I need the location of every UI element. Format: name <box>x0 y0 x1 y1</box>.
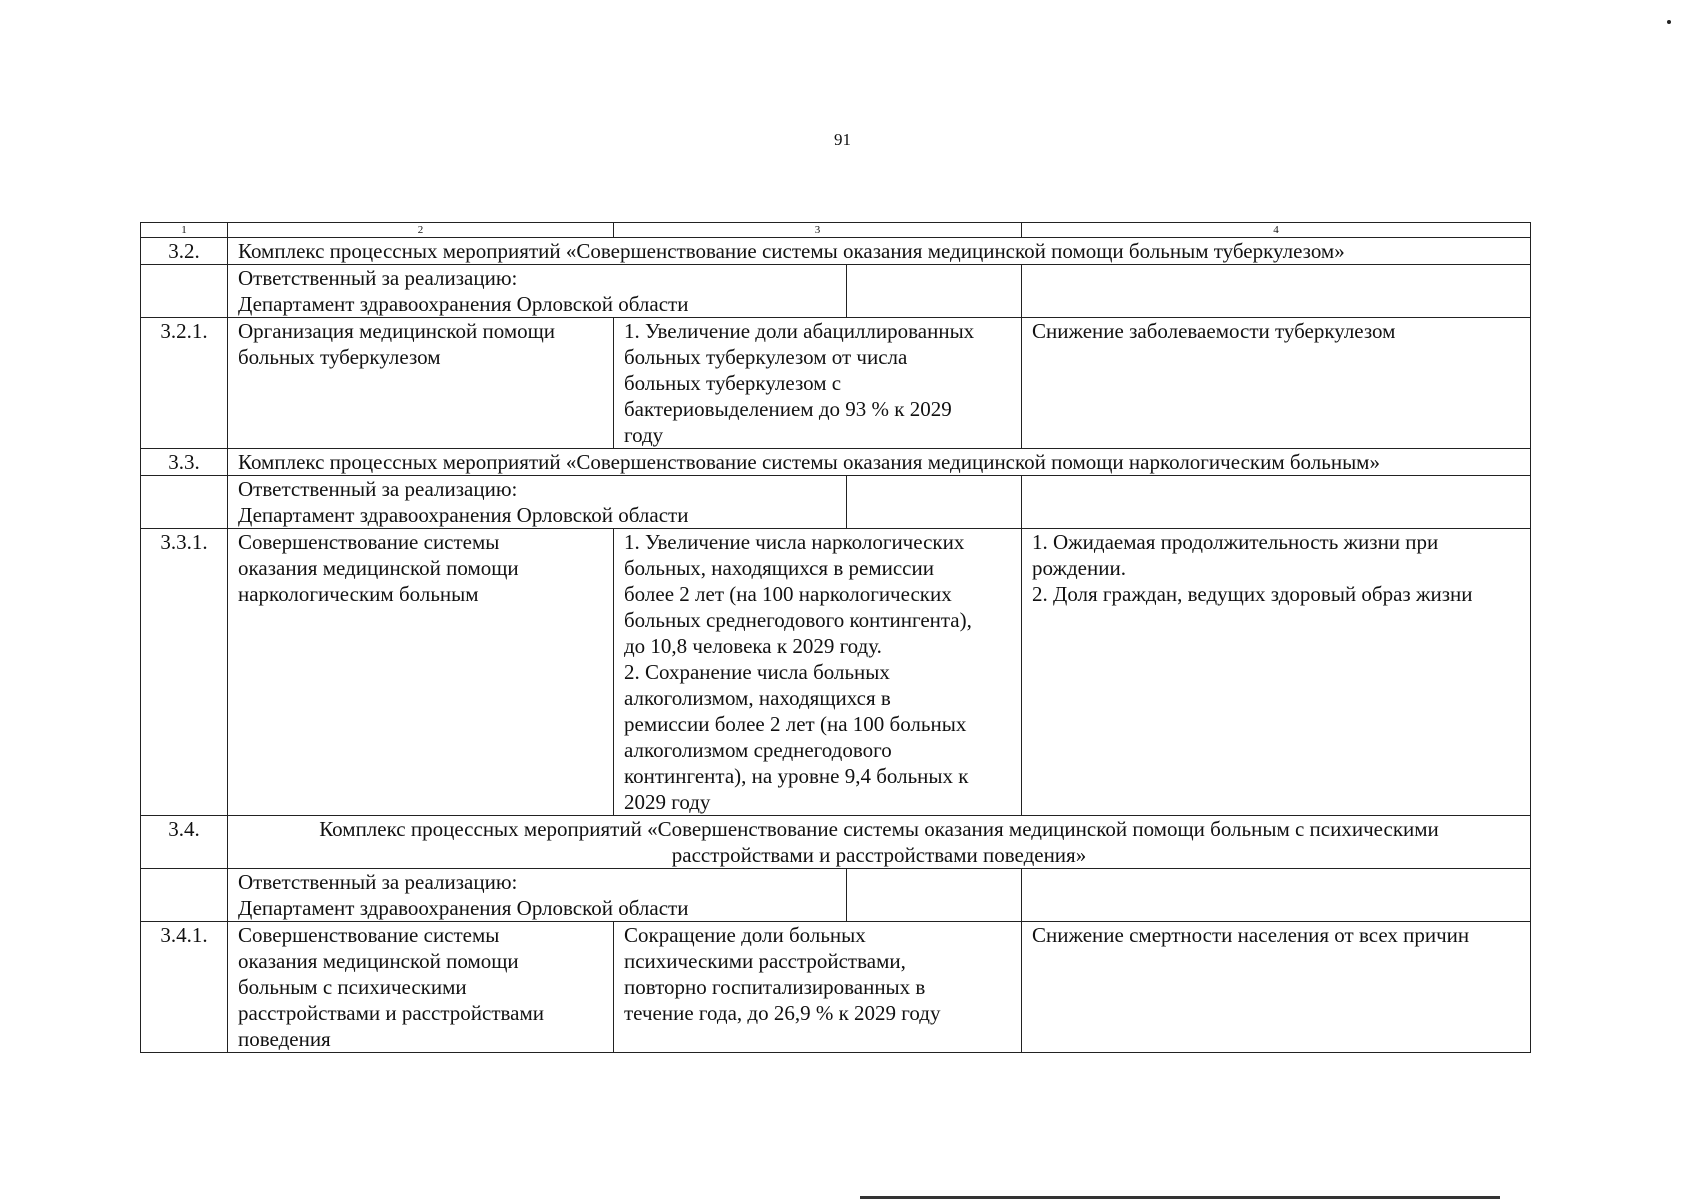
responsible-label: Ответственный за реализацию: <box>238 477 518 501</box>
column-header: 1 <box>141 223 228 238</box>
item-indicator <box>1022 922 1531 1053</box>
result-line: алкоголизмом, находящихся в <box>624 686 891 710</box>
indicator-line: 2. Доля граждан, ведущих здоровый образ жизни <box>1032 582 1473 606</box>
task-line: Совершенствование системы <box>238 530 500 554</box>
indicator-line: Снижение заболеваемости туберкулезом <box>1032 319 1396 343</box>
empty-cell <box>141 869 228 922</box>
responsible-value: Департамент здравоохранения Орловской области <box>238 503 689 527</box>
result-line: 2029 году <box>624 790 711 814</box>
result-line: году <box>624 423 664 447</box>
result-line: Сокращение доли больных <box>624 923 866 947</box>
section-number: 3.2. <box>141 238 228 265</box>
item-result <box>614 922 1022 1053</box>
responsible-value: Департамент здравоохранения Орловской области <box>238 292 689 316</box>
task-line: Организация медицинской помощи <box>238 319 556 343</box>
page-number: 91 <box>834 130 851 149</box>
section-title: Комплекс процессных мероприятий «Совершенствование системы оказания медицинской помощи больным туберкулезом» <box>228 238 1531 265</box>
task-line: наркологическим больным <box>238 582 479 606</box>
result-line: бактериовыделением до 93 % к 2029 <box>624 397 952 421</box>
indicator-line: Снижение смертности населения от всех причин <box>1032 923 1470 947</box>
result-line: более 2 лет (на 100 наркологических <box>624 582 952 606</box>
empty-cell <box>1022 265 1531 318</box>
responsible-row <box>141 869 1531 922</box>
empty-cell <box>141 476 228 529</box>
result-line: больных туберкулезом с <box>624 371 842 395</box>
result-line: психическими расстройствами, <box>624 949 906 973</box>
task-line: расстройствами и расстройствами <box>238 1001 544 1025</box>
responsible-value: Департамент здравоохранения Орловской области <box>238 896 689 920</box>
result-line: алкоголизмом среднегодового <box>624 738 892 762</box>
section-row <box>141 238 1531 265</box>
measures-table <box>140 222 1531 1053</box>
responsible-label: Ответственный за реализацию: <box>238 266 518 290</box>
result-line: 1. Увеличение доли абациллированных <box>624 319 975 343</box>
task-line: больным с психическими <box>238 975 467 999</box>
section-title <box>228 816 1531 869</box>
item-indicator <box>1022 318 1531 449</box>
responsible-cell <box>228 476 1022 529</box>
responsible-row <box>141 265 1531 318</box>
item-result <box>614 529 1022 816</box>
scan-edge-line <box>860 1196 1500 1199</box>
task-line: поведения <box>238 1027 331 1051</box>
task-line: больных туберкулезом <box>238 345 441 369</box>
item-indicator <box>1022 529 1531 816</box>
table-header-row <box>141 223 1531 238</box>
result-line: повторно госпитализированных в <box>624 975 926 999</box>
result-line: больных, находящихся в ремиссии <box>624 556 934 580</box>
result-line: течение года, до 26,9 % к 2029 году <box>624 1001 941 1025</box>
result-line: ремиссии более 2 лет (на 100 больных <box>624 712 967 736</box>
section-title-line: Комплекс процессных мероприятий «Совершенствование системы оказания медицинской помощи больным с психическими <box>319 817 1439 841</box>
task-line: Совершенствование системы <box>238 923 500 947</box>
item-number: 3.4.1. <box>141 922 228 1053</box>
column-header: 3 <box>614 223 1022 238</box>
item-number: 3.2.1. <box>141 318 228 449</box>
column-header: 4 <box>1022 223 1531 238</box>
column-header: 2 <box>228 223 614 238</box>
indicator-line: 1. Ожидаемая продолжительность жизни при <box>1032 530 1439 554</box>
responsible-label: Ответственный за реализацию: <box>238 870 518 894</box>
item-row <box>141 529 1531 816</box>
empty-cell <box>141 265 228 318</box>
result-line: 1. Увеличение числа наркологических <box>624 530 965 554</box>
item-task <box>228 922 614 1053</box>
empty-cell <box>1022 869 1531 922</box>
section-title-line: расстройствами и расстройствами поведения» <box>671 843 1087 867</box>
item-task <box>228 529 614 816</box>
section-title: Комплекс процессных мероприятий «Совершенствование системы оказания медицинской помощи наркологическим больным» <box>228 449 1531 476</box>
item-task <box>228 318 614 449</box>
result-line: 2. Сохранение числа больных <box>624 660 890 684</box>
item-row <box>141 318 1531 449</box>
indicator-line: рождении. <box>1032 556 1126 580</box>
item-result <box>614 318 1022 449</box>
scan-mark <box>1667 20 1671 24</box>
section-number: 3.4. <box>141 816 228 869</box>
result-line: больных среднегодового контингента), <box>624 608 972 632</box>
result-line: больных туберкулезом от числа <box>624 345 908 369</box>
result-line: до 10,8 человека к 2029 году. <box>624 634 882 658</box>
section-row <box>141 449 1531 476</box>
task-line: оказания медицинской помощи <box>238 949 519 973</box>
item-number: 3.3.1. <box>141 529 228 816</box>
responsible-cell <box>228 265 1022 318</box>
section-number: 3.3. <box>141 449 228 476</box>
task-line: оказания медицинской помощи <box>238 556 519 580</box>
item-row <box>141 922 1531 1053</box>
responsible-row <box>141 476 1531 529</box>
section-row <box>141 816 1531 869</box>
empty-cell <box>1022 476 1531 529</box>
result-line: контингента), на уровне 9,4 больных к <box>624 764 969 788</box>
responsible-cell <box>228 869 1022 922</box>
